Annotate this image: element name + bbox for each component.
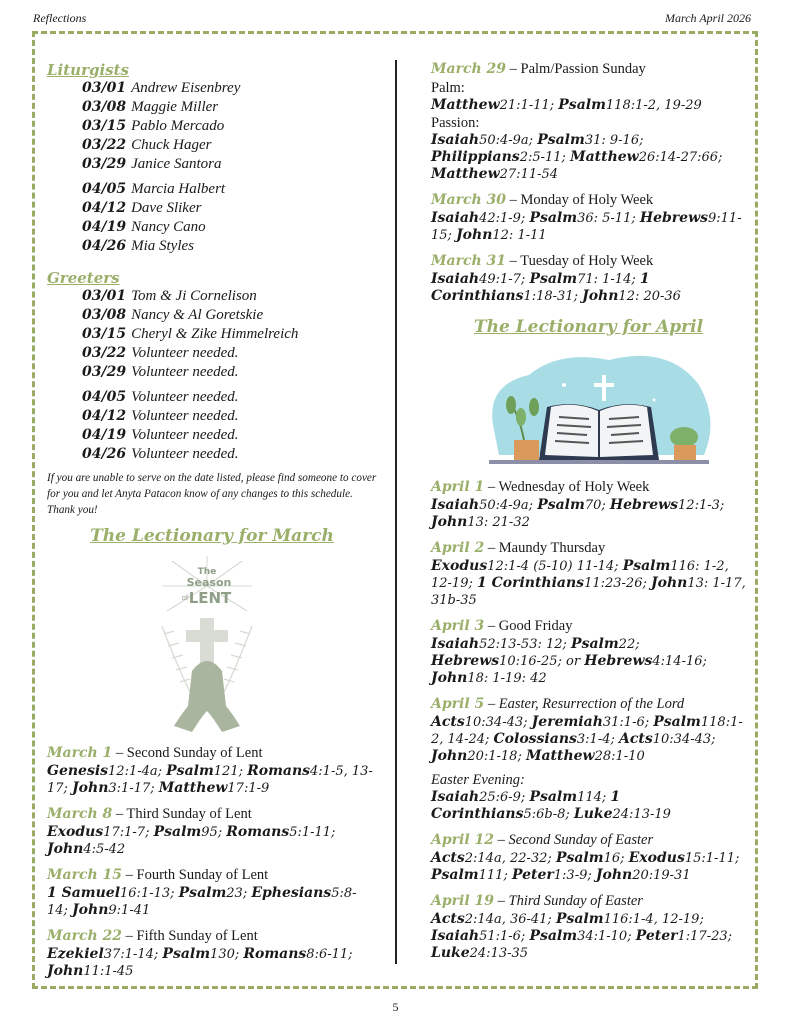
entry-heading: [47, 744, 377, 763]
liturgists-heading: Liturgists: [47, 61, 129, 79]
entry-description: Maundy Thursday: [498, 540, 606, 556]
entry-date: March 15: [47, 867, 123, 883]
verse-range: 114;: [577, 790, 611, 805]
verse-range: 24:13-19: [612, 807, 671, 822]
scripture-references: [47, 946, 377, 980]
column-divider: [395, 60, 397, 964]
book-name: Peter: [511, 867, 554, 883]
entry-date: March 31: [431, 253, 507, 269]
entry-date: April 3: [431, 618, 485, 634]
verse-range: 118:1-2, 19-29: [605, 98, 702, 113]
verse-range: 16;: [603, 851, 629, 866]
verse-range: 95;: [201, 825, 227, 840]
scripture-references: [431, 789, 746, 823]
schedule-name: Volunteer needed.: [131, 364, 239, 380]
book-name: Isaiah: [431, 928, 480, 944]
entry-separator: –: [484, 618, 499, 634]
entry-date: April 19: [431, 893, 495, 909]
schedule-name: Tom & Ji Cornelison: [131, 288, 257, 304]
book-name: Psalm: [529, 789, 578, 805]
verse-range: 50:4-9a;: [479, 498, 538, 513]
right-column: [431, 60, 746, 962]
book-name: John: [431, 514, 468, 530]
book-name: Isaiah: [431, 271, 480, 287]
entry-date: April 2: [431, 540, 485, 556]
book-name: Psalm: [153, 824, 202, 840]
verse-range: 15:1-11;: [684, 851, 740, 866]
verse-range: 5:6b-8;: [523, 807, 574, 822]
book-name: John: [431, 670, 468, 686]
praying-hands-icon: [174, 661, 240, 732]
entry-separator: –: [122, 928, 137, 944]
book-name: Acts: [431, 911, 465, 927]
verse-range: 12:1-4a;: [108, 764, 167, 779]
lectionary-entry: [431, 60, 746, 183]
book-name: Psalm: [166, 763, 214, 779]
book-name: Exodus: [47, 824, 104, 840]
verse-range: 12:1-4 (5-10) 11-14;: [487, 559, 623, 574]
entry-description: Second Sunday of Lent: [126, 745, 263, 761]
schedule-date: 04/19: [82, 219, 127, 235]
lectionary-entry: [47, 805, 377, 858]
schedule-date: 03/29: [82, 364, 127, 380]
scripture-references: [431, 558, 746, 609]
book-name: Psalm: [537, 497, 585, 513]
verse-range: 50:4-9a;: [479, 133, 538, 148]
verse-range: 5:8-14;: [47, 886, 357, 918]
book-name: Hebrews: [609, 497, 679, 513]
lent-label-of: of: [181, 594, 189, 602]
book-name: Psalm: [537, 132, 585, 148]
schedule-date: 04/26: [82, 238, 127, 254]
scripture-references: [431, 911, 746, 962]
entry-heading: [431, 191, 746, 210]
schedule-date: 03/15: [82, 326, 127, 342]
book-name: Psalm: [558, 97, 606, 113]
schedule-row: [82, 445, 377, 464]
book-name: 1 Corinthians: [477, 575, 585, 591]
lent-label-the: The: [197, 567, 217, 577]
verse-range: 17:1-7;: [103, 825, 154, 840]
book-name: Matthew: [431, 97, 500, 113]
schedule-name: Pablo Mercado: [131, 118, 225, 134]
book-name: Matthew: [525, 748, 595, 764]
schedule-name: Volunteer needed.: [131, 389, 239, 405]
entry-heading: [431, 252, 746, 271]
verse-range: 28:1-10: [594, 749, 645, 764]
entry-date: March 29: [431, 61, 507, 77]
entry-heading: [431, 478, 746, 497]
entry-description: Second Sunday of Easter: [508, 832, 654, 848]
lectionary-entry: [47, 927, 377, 980]
schedule-name: Nancy & Al Goretskie: [131, 307, 264, 323]
lent-illustration: [142, 556, 377, 736]
verse-range: 21:1-11;: [499, 98, 559, 113]
book-name: John: [582, 288, 619, 304]
book-name: Psalm: [571, 636, 619, 652]
verse-range: 42:1-9;: [479, 211, 530, 226]
lectionary-entry: [431, 831, 746, 884]
schedule-date: 03/22: [82, 137, 127, 153]
book-name: Acts: [431, 850, 465, 866]
verse-range: 13: 1-17, 31b-35: [431, 576, 746, 608]
entry-date: March 8: [47, 806, 113, 822]
book-name: John: [72, 780, 109, 796]
lectionary-entry: [431, 191, 746, 244]
schedule-date: 04/12: [82, 200, 127, 216]
schedule-date: 04/26: [82, 446, 127, 462]
lectionary-entry: [47, 744, 377, 797]
schedule-name: Volunteer needed.: [131, 345, 239, 361]
book-name: Isaiah: [431, 636, 480, 652]
verse-range: 25:6-9;: [479, 790, 530, 805]
entry-heading: [431, 892, 746, 911]
book-name: 1 Corinthians: [431, 789, 621, 822]
book-name: Psalm: [622, 558, 671, 574]
schedule-row: [82, 237, 377, 256]
entry-description: Third Sunday of Easter: [508, 893, 643, 909]
book-name: John: [72, 902, 109, 918]
verse-range: 1:3-9;: [553, 868, 596, 883]
verse-range: 27:11-54: [499, 167, 559, 182]
running-header-title: Reflections: [33, 11, 87, 25]
schedule-name: Cheryl & Zike Himmelreich: [131, 326, 299, 342]
lent-label-season: Season: [186, 576, 232, 589]
verse-range: 4:14-16;: [652, 654, 707, 669]
book-name: Romans: [243, 946, 307, 962]
book-name: Matthew: [570, 149, 639, 165]
scripture-references: [431, 97, 746, 114]
verse-range: 3:1-17;: [108, 781, 159, 796]
entry-separator: –: [506, 253, 521, 269]
scripture-references: [47, 763, 377, 797]
schedule-name: Dave Sliker: [131, 200, 202, 216]
verse-range: 8:6-11;: [306, 947, 353, 962]
scripture-references: [431, 636, 746, 687]
verse-range: 9:11-15;: [431, 211, 742, 243]
verse-range: 49:1-7;: [479, 272, 530, 287]
entry-description: Fifth Sunday of Lent: [136, 928, 258, 944]
verse-range: 31:1-6;: [602, 715, 654, 730]
book-name: John: [595, 867, 633, 883]
schedule-note: If you are unable to serve on the date listed, please find someone to cover for you and let Anyta Patacon know of any changes to this schedule. Thank you!: [47, 472, 377, 516]
entry-date: March 22: [47, 928, 123, 944]
schedule-name: Mia Styles: [131, 238, 194, 254]
reading-group-label: Palm:: [431, 80, 465, 96]
entry-separator: –: [122, 867, 137, 883]
schedule-row: [82, 98, 377, 117]
book-name: Exodus: [628, 850, 685, 866]
schedule-row: [82, 155, 377, 174]
march-lectionary-entries: [47, 744, 377, 980]
schedule-date: 03/08: [82, 99, 127, 115]
schedule-date: 03/01: [82, 80, 127, 96]
book-name: John: [47, 841, 84, 857]
verse-range: 121;: [213, 764, 248, 779]
entry-separator: –: [494, 893, 509, 909]
lectionary-entry: [431, 252, 746, 305]
verse-range: 10:16-25; or: [499, 654, 585, 669]
page-number: 5: [392, 1000, 399, 1014]
book-name: John: [431, 748, 468, 764]
book-name: Psalm: [178, 885, 227, 901]
schedule-name: Volunteer needed.: [131, 446, 239, 462]
entry-separator: –: [112, 745, 127, 761]
schedule-row: [82, 344, 377, 363]
scripture-references: [431, 714, 746, 765]
entry-heading: [431, 617, 746, 636]
reading-group-label: Passion:: [431, 115, 480, 131]
book-name: Ezekiel: [47, 946, 104, 962]
schedule-row: [82, 117, 377, 136]
verse-range: 2:14a, 22-32;: [464, 851, 556, 866]
scripture-references: [47, 885, 377, 919]
verse-range: 36: 5-11;: [577, 211, 640, 226]
verse-range: 52:13-53: 12;: [479, 637, 572, 652]
schedule-name: Volunteer needed.: [131, 427, 239, 443]
verse-range: 13: 21-32: [467, 515, 530, 530]
scripture-references: [431, 271, 746, 305]
book-name: Isaiah: [431, 497, 480, 513]
book-name: Romans: [247, 763, 311, 779]
plant-right-icon: [670, 427, 698, 460]
lectionary-entry: [431, 617, 746, 687]
entry-heading: [431, 60, 746, 79]
schedule-name: Andrew Eisenbrey: [131, 80, 241, 96]
book-name: Psalm: [529, 928, 578, 944]
scripture-references: [431, 132, 746, 183]
book-name: John: [456, 227, 493, 243]
april-lectionary-entries: [431, 478, 746, 962]
liturgists-list: [82, 79, 377, 256]
verse-range: 23;: [226, 886, 252, 901]
book-name: Psalm: [529, 210, 578, 226]
book-name: Matthew: [431, 166, 500, 182]
book-name: Matthew: [158, 780, 228, 796]
verse-range: 71: 1-14;: [577, 272, 640, 287]
scripture-references: [431, 497, 746, 531]
schedule-date: 03/29: [82, 156, 127, 172]
verse-range: 10:34-43;: [652, 732, 716, 747]
schedule-date: 04/19: [82, 427, 127, 443]
schedule-date: 03/15: [82, 118, 127, 134]
verse-range: 12:1-3;: [678, 498, 725, 513]
book-name: Romans: [226, 824, 290, 840]
schedule-row: [82, 407, 377, 426]
verse-range: 4:5-42: [83, 842, 126, 857]
verse-range: 12: 1-11: [492, 228, 547, 243]
book-name: Psalm: [431, 867, 479, 883]
verse-range: 1:17-23;: [677, 929, 733, 944]
verse-range: 26:14-27:66;: [638, 150, 723, 165]
book-name: Psalm: [653, 714, 701, 730]
verse-range: 2:14a, 36-41;: [464, 912, 556, 927]
entry-separator: –: [494, 832, 509, 848]
book-name: Isaiah: [431, 789, 480, 805]
verse-range: 37:1-14;: [103, 947, 163, 962]
verse-range: 9:1-41: [108, 903, 151, 918]
schedule-date: 03/01: [82, 288, 127, 304]
open-bible-illustration: [479, 345, 746, 470]
book-name: Peter: [635, 928, 678, 944]
schedule-row: [82, 325, 377, 344]
verse-range: 20:19-31: [632, 868, 691, 883]
verse-range: 130;: [210, 947, 244, 962]
verse-range: 22;: [618, 637, 640, 652]
verse-range: 5:1-11;: [289, 825, 336, 840]
book-name: Psalm: [162, 946, 211, 962]
entry-separator: –: [484, 479, 499, 495]
left-column: [47, 60, 377, 980]
table-surface: [489, 460, 709, 464]
entry-description: Wednesday of Holy Week: [498, 479, 650, 495]
verse-range: 4:1-5, 13-17;: [47, 764, 373, 796]
entry-heading: [431, 695, 746, 714]
book-name: Jeremiah: [531, 714, 603, 730]
schedule-row: [82, 388, 377, 407]
schedule-name: Volunteer needed.: [131, 408, 239, 424]
entry-separator: –: [506, 192, 521, 208]
schedule-name: Janice Santora: [131, 156, 222, 172]
entry-heading: [47, 805, 377, 824]
schedule-row: [82, 363, 377, 382]
verse-range: 3:1-4;: [576, 732, 619, 747]
entry-date: April 5: [431, 696, 485, 712]
book-name: 1 Samuel: [47, 885, 121, 901]
lectionary-entry: [431, 695, 746, 823]
schedule-row: [82, 136, 377, 155]
verse-range: 11:1-45: [83, 964, 134, 979]
verse-range: 31: 9-16;: [584, 133, 644, 148]
book-name: Exodus: [431, 558, 488, 574]
verse-range: 18: 1-19: 42: [467, 671, 547, 686]
schedule-date: 04/05: [82, 181, 127, 197]
schedule-row: [82, 180, 377, 199]
schedule-row: [82, 287, 377, 306]
book-name: Psalm: [555, 850, 604, 866]
entry-separator: –: [484, 540, 499, 556]
book-name: Hebrews: [431, 653, 500, 669]
entry-description: Monday of Holy Week: [520, 192, 654, 208]
book-name: Isaiah: [431, 132, 480, 148]
verse-range: 116: 1-2, 12-19;: [431, 559, 729, 591]
book-name: Luke: [573, 806, 613, 822]
schedule-name: Nancy Cano: [131, 219, 206, 235]
schedule-date: 04/05: [82, 389, 127, 405]
entry-date: March 30: [431, 192, 507, 208]
scripture-references: [47, 824, 377, 858]
book-name: Ephesians: [251, 885, 332, 901]
entry-heading: [47, 866, 377, 885]
verse-range: 111;: [478, 868, 512, 883]
verse-range: 34:1-10;: [577, 929, 636, 944]
entry-description: Easter, Resurrection of the Lord: [498, 696, 685, 712]
verse-range: 1:18-31;: [523, 289, 583, 304]
entry-heading: [431, 831, 746, 850]
greeters-heading: Greeters: [47, 269, 120, 287]
book-name: Isaiah: [431, 210, 480, 226]
easter-evening-label: Easter Evening:: [431, 772, 525, 788]
verse-range: 24:13-35: [469, 946, 529, 961]
lent-label-main: LENT: [188, 589, 232, 607]
schedule-name: Maggie Miller: [131, 99, 219, 115]
verse-range: 10:34-43;: [464, 715, 532, 730]
verse-range: 20:1-18;: [467, 749, 526, 764]
entry-separator: –: [112, 806, 127, 822]
book-name: Psalm: [529, 271, 578, 287]
scripture-references: [431, 210, 746, 244]
lectionary-entry: [431, 892, 746, 962]
verse-range: 118:1-2, 14-24;: [431, 715, 743, 747]
schedule-row: [82, 218, 377, 237]
lectionary-entry: [431, 539, 746, 609]
book-name: Genesis: [47, 763, 109, 779]
verse-range: 70;: [584, 498, 610, 513]
entry-description: Palm/Passion Sunday: [520, 61, 646, 77]
entry-separator: –: [484, 696, 499, 712]
schedule-row: [82, 306, 377, 325]
march-continued-entries: [431, 60, 746, 305]
book-name: Acts: [619, 731, 653, 747]
schedule-date: 04/12: [82, 408, 127, 424]
book-name: Hebrews: [639, 210, 708, 226]
book-name: Philippians: [431, 149, 520, 165]
book-name: Luke: [431, 945, 470, 961]
schedule-row: [82, 426, 377, 445]
entry-description: Tuesday of Holy Week: [520, 253, 654, 269]
book-name: Acts: [431, 714, 465, 730]
book-name: John: [47, 963, 84, 979]
schedule-name: Marcia Halbert: [131, 181, 226, 197]
schedule-row: [82, 199, 377, 218]
schedule-name: Chuck Hager: [131, 137, 212, 153]
lectionary-entry: [47, 866, 377, 919]
verse-range: 11:23-26;: [584, 576, 651, 591]
book-name: Psalm: [555, 911, 604, 927]
lectionary-april-heading: The Lectionary for April: [473, 317, 704, 337]
entry-description: Third Sunday of Lent: [126, 806, 252, 822]
entry-description: Good Friday: [498, 618, 573, 634]
verse-range: 16:1-13;: [120, 886, 179, 901]
book-name: John: [651, 575, 688, 591]
schedule-date: 03/08: [82, 307, 127, 323]
entry-heading: [47, 927, 377, 946]
entry-date: April 12: [431, 832, 495, 848]
running-header-date: March April 2026: [665, 11, 751, 25]
lectionary-march-heading: The Lectionary for March: [90, 526, 334, 546]
entry-heading: [431, 539, 746, 558]
verse-range: 2:5-11;: [519, 150, 571, 165]
greeters-list: [82, 287, 377, 464]
schedule-row: [82, 79, 377, 98]
schedule-date: 03/22: [82, 345, 127, 361]
entry-date: March 1: [47, 745, 113, 761]
book-name: Colossians: [493, 731, 577, 747]
entry-separator: –: [506, 61, 521, 77]
book-name: Hebrews: [584, 653, 653, 669]
scripture-references: [431, 850, 746, 884]
book-name: 1 Corinthians: [431, 271, 650, 304]
verse-range: 116:1-4, 12-19;: [603, 912, 704, 927]
open-book-icon: [539, 404, 659, 463]
verse-range: 51:1-6;: [479, 929, 530, 944]
verse-range: 17:1-9: [227, 781, 270, 796]
lectionary-entry: [431, 478, 746, 531]
entry-date: April 1: [431, 479, 485, 495]
verse-range: 12: 20-36: [618, 289, 681, 304]
entry-description: Fourth Sunday of Lent: [136, 867, 269, 883]
